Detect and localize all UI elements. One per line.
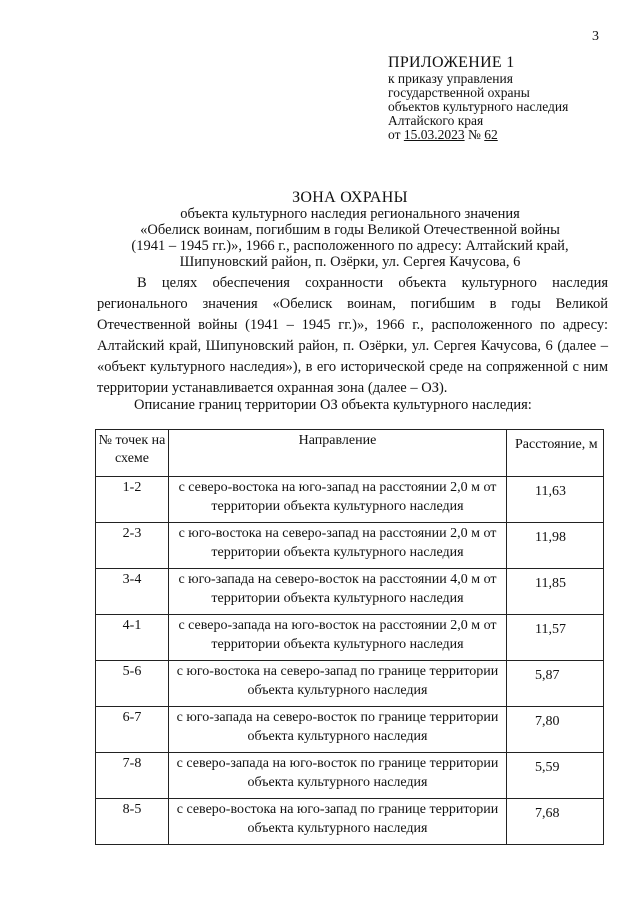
cell-points: 8-5 (96, 799, 169, 845)
heading-line: Шипуновский район, п. Озёрки, ул. Сергея Качусова, 6 (179, 254, 521, 270)
cell-points: 1-2 (96, 477, 169, 523)
cell-points: 2-3 (96, 523, 169, 569)
header-distance: Расстояние, м (507, 430, 604, 477)
cell-direction: с юго-востока на северо-запад по границе территории объекта культурного наследия (169, 661, 507, 707)
cell-distance: 7,68 (507, 799, 604, 845)
cell-distance: 5,87 (507, 661, 604, 707)
cell-direction: с северо-запада на юго-восток на расстоянии 2,0 м от территории объекта культурного наследия (169, 615, 507, 661)
table-row (96, 753, 604, 799)
appendix-title: ПРИЛОЖЕНИЕ 1 (388, 54, 515, 71)
appendix-line: Алтайского края (388, 113, 484, 128)
cell-direction: с северо-востока на юго-запад на расстоянии 2,0 м от территории объекта культурного наследия (169, 477, 507, 523)
cell-distance: 11,85 (507, 569, 604, 615)
header-points: № точек на схеме (96, 430, 169, 477)
table-row (96, 523, 604, 569)
table-row (96, 477, 604, 523)
cell-points: 4-1 (96, 615, 169, 661)
cell-points: 6-7 (96, 707, 169, 753)
table-row (96, 799, 604, 845)
appendix-block (388, 54, 568, 142)
cell-distance: 11,63 (507, 477, 604, 523)
cell-points: 5-6 (96, 661, 169, 707)
heading-title: ЗОНА ОХРАНЫ (292, 189, 408, 206)
order-line (388, 128, 568, 142)
table-row (96, 569, 604, 615)
table-header-row (96, 430, 604, 477)
cell-direction: с северо-востока на юго-запад по границе территории объекта культурного наследия (169, 799, 507, 845)
table-caption: Описание границ территории ОЗ объекта культурного наследия: (134, 397, 532, 413)
page-number: 3 (592, 29, 599, 44)
cell-points: 3-4 (96, 569, 169, 615)
header-direction: Направление (169, 430, 507, 477)
cell-direction: с юго-запада на северо-восток на расстоянии 4,0 м от территории объекта культурного наследия (169, 569, 507, 615)
order-number: 62 (484, 127, 498, 142)
cell-distance: 7,80 (507, 707, 604, 753)
table-row (96, 615, 604, 661)
document-heading (0, 190, 640, 270)
cell-direction: с северо-запада на юго-восток по границе территории объекта культурного наследия (169, 753, 507, 799)
cell-points: 7-8 (96, 753, 169, 799)
appendix-line: к приказу управления (388, 71, 513, 86)
heading-line: объекта культурного наследия регионального значения (180, 206, 520, 222)
table-row (96, 707, 604, 753)
cell-direction: с юго-востока на северо-запад на расстоянии 2,0 м от территории объекта культурного наследия (169, 523, 507, 569)
cell-distance: 5,59 (507, 753, 604, 799)
appendix-line: объектов культурного наследия (388, 99, 569, 114)
heading-line: (1941 – 1945 гг.)», 1966 г., расположенного по адресу: Алтайский край, (131, 238, 569, 254)
heading-line: «Обелиск воинам, погибшим в годы Великой Отечественной войны (140, 222, 560, 238)
order-prefix: от (388, 127, 401, 142)
appendix-line: государственной охраны (388, 85, 530, 100)
table-row (96, 661, 604, 707)
order-date: 15.03.2023 (403, 127, 465, 142)
cell-direction: с юго-запада на северо-восток по границе территории объекта культурного наследия (169, 707, 507, 753)
order-number-prefix: № (467, 127, 481, 142)
cell-distance: 11,57 (507, 615, 604, 661)
body-paragraph: В целях обеспечения сохранности объекта культурного наследия регионального значения «Обелиск воинам, погибшим в годы Великой Отечественной войны (1941 – 1945 гг.)», 1966 г., расположенного по адресу: Алтайский край, Шипуновский район, п. Озёрки, ул. Сергея Качусова, 6 (далее – «объект культурного наследия»), в его исторической среде на сопряженной с ним территории устанавливается охранная зона (далее – ОЗ). (97, 275, 608, 396)
boundary-table (95, 429, 604, 845)
cell-distance: 11,98 (507, 523, 604, 569)
